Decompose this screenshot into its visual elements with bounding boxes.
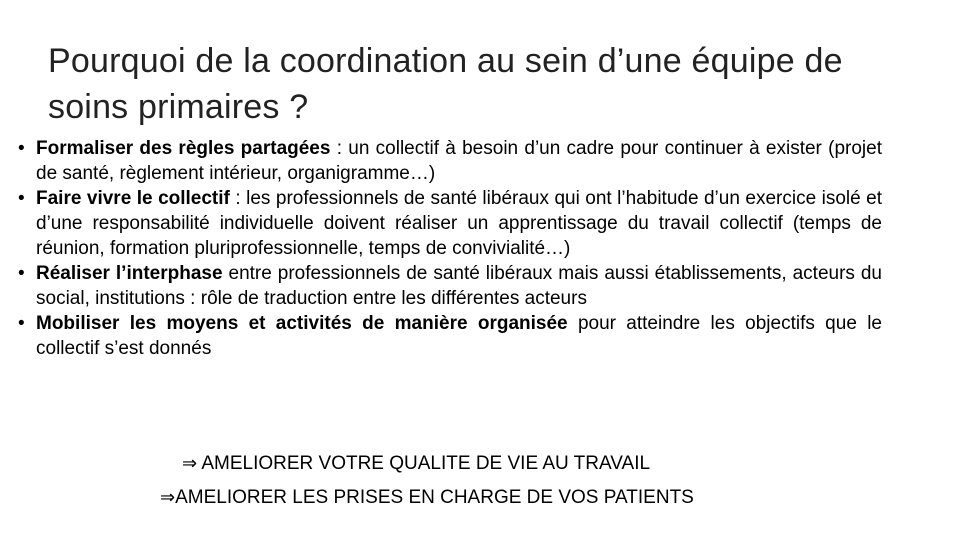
bullet-item (18, 311, 882, 361)
bullet-bold-text: Formaliser des règles partagées (36, 138, 331, 159)
bullet-bold-text: Mobiliser les moyens et activités de manière organisée (36, 313, 568, 334)
implies-arrow-icon: ⇒ (182, 453, 198, 474)
bullet-bold-text: Faire vivre le collectif (36, 188, 230, 209)
bullet-item (18, 136, 882, 186)
conclusion-line-patient-care (160, 485, 694, 510)
slide-title: Pourquoi de la coordination au sein d’une équipe de soins primaires ? (48, 42, 843, 126)
bullet-text: pour atteindre les objectifs que le collectif s’est donnés (36, 313, 882, 359)
bullet-list (18, 136, 882, 361)
conclusion-line-quality-of-life (182, 451, 650, 476)
bullet-marker: • (18, 313, 25, 334)
conclusion-text: AMELIORER VOTRE QUALITE DE VIE AU TRAVAIL (197, 453, 651, 474)
bullet-marker: • (18, 138, 25, 159)
bullet-marker: • (18, 188, 25, 209)
bullet-item (18, 261, 882, 311)
conclusion-text: AMELIORER LES PRISES EN CHARGE DE VOS PATIENTS (175, 487, 694, 508)
bullet-item (18, 186, 882, 261)
bullet-text: : les professionnels de santé libéraux qui ont l’habitude d’un exercice isolé et d’une responsabilité individuelle doivent réaliser un apprentissage du travail collectif (temps de réunion, formation pluriprofessionnelle, temps de convivialité…) (36, 188, 883, 259)
bullet-text: entre professionnels de santé libéraux mais aussi établissements, acteurs du social, institutions : rôle de traduction entre les différentes acteurs (36, 263, 882, 309)
implies-arrow-icon: ⇒ (160, 487, 176, 508)
bullet-marker: • (18, 263, 25, 284)
bullet-text: : un collectif à besoin d’un cadre pour continuer à exister (projet de santé, règlement intérieur, organigramme…) (36, 138, 882, 184)
bullet-bold-text: Réaliser l’interphase (36, 263, 223, 284)
